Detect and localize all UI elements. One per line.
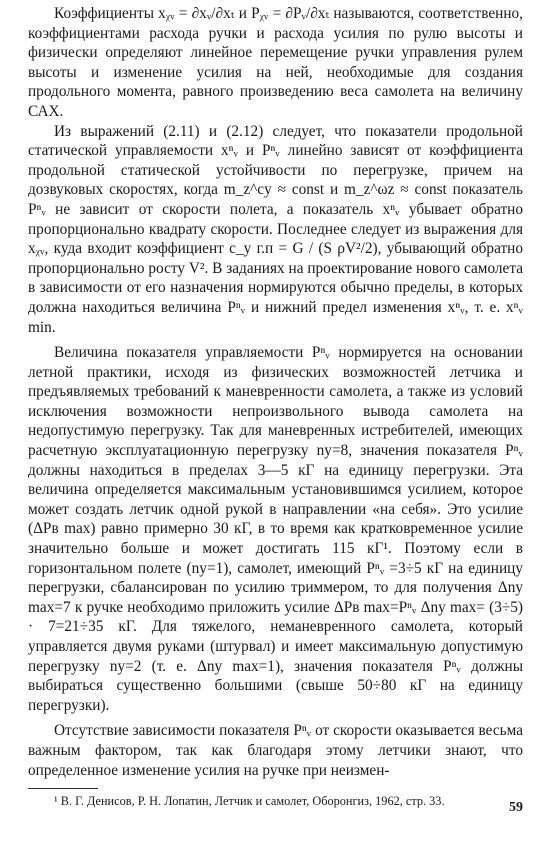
page-number: 59 <box>509 800 523 815</box>
footnote: ¹ В. Г. Денисов, Р. Н. Лопатин, Летчик и самолет, Оборонгиз, 1962, стр. 33. <box>54 794 445 809</box>
paragraph-3: Величина показателя управляемости Pⁿᵥ нормируется на основании летной практики, исходя из физических возможностей летчика и предъявляемых требований к маневренности самолета, а также из условий исключения возможности непроизвольного вывода самолета на недопустимую перегрузку. Так для маневренных истребителей, имеющих расчетную эксплуатационную перегрузку nу=8, значения показателя Pⁿᵥ должны находиться в пределах 3—5 кГ на единицу перегрузки. Эта величина определяется максимальным установившимся усилием, которое может создать летчик одной рукой в направлении «на себя». Это усилие (ΔPв max) равно примерно 30 кГ, в то время как кратковременное усилие значительно больше и может достигать 115 кГ¹. Поэтому если в горизонтальном полете (nу=1), самолет, имеющий Pⁿᵥ =3÷5 кГ на единицу перегрузки, сбалансирован по усилию триммером, то для получения Δnу max=7 к ручке необходимо приложить усилие ΔPв max=Pⁿᵥ Δnу max= (3÷5) · 7=21÷35 кГ. Для тяжелого, неманевренного самолета, который управляется двумя руками (штурвал) и имеет максимальную допустимую перегрузку nу=2 (т. е. Δnу max=1), значения показателя Pⁿᵥ должны выбираться существенно большими (свыше 50÷80 кГ на единицу перегрузки). <box>28 344 523 714</box>
paragraph-2: Из выражений (2.11) и (2.12) следует, что показатели продольной статической управляемости xⁿᵥ и Pⁿᵥ линейно зависят от коэффициента продольной статической устойчивости по перегрузке, причем на дозвуковых скоростях, когда m_z^cy ≈ const и m_z^ωz ≈ const показатель Pⁿᵥ не зависит от скорости полета, а показатель xⁿᵥ убывает обратно пропорционально квадрату скорости. Последнее следует из выражения для xᵪᵥ, куда входит коэффициент c_у г.п = G / (S ρV²/2), убывающий обратно пропорционально росту V². В заданиях на проектирование нового самолета в зависимости от его назначения нормируются обычно пределы, в которых должна находиться величина Pⁿᵥ и нижний предел изменения xⁿᵥ, т. е. xⁿᵥ min. <box>28 122 523 336</box>
paragraph-4: Отсутствие зависимости показателя Pⁿᵥ от скорости оказывается весьма важным фактором, так как благодаря этому летчики знают, что определенное изменение усилия на ручке при неизмен- <box>28 722 523 779</box>
footnote-divider <box>28 788 98 789</box>
paragraph-1: Коэффициенты xᵪᵥ = ∂xᵥ/∂xₜ и Pᵪᵥ = ∂Pᵥ/∂xₜ называются, соответственно, коэффициентами расхода ручки и расхода усилия по рулю высоты и физически определяют линейное перемещение ручки управления рулем высоты и изменение усилия на ней, необходимые для создания продольного момента, равного произведению веса самолета на величину САХ. <box>28 5 523 120</box>
